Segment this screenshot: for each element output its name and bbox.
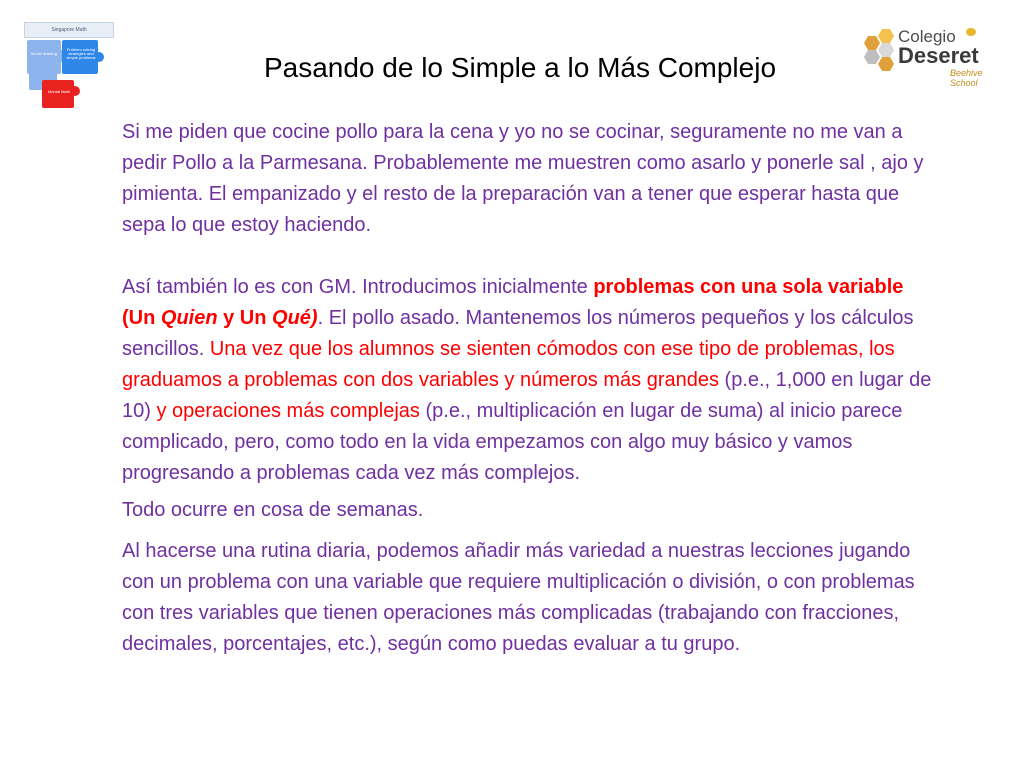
paragraph-2-text: Así también lo es con GM. Introducimos inicialmente — [122, 276, 594, 298]
brand-line2: Deseret — [898, 43, 979, 68]
highlight-text: Quien — [160, 307, 218, 329]
highlight-text: Una vez que los alumnos se sienten cómodos con ese tipo de problemas, los graduamos a problemas con dos variables y números más grandes — [122, 338, 895, 391]
paragraph-2-text: . El pollo asado. Mantenemos los números pequeños y los cálculos sencillos. — [122, 307, 914, 360]
brand-tagline: Beehive School — [950, 68, 983, 88]
colegio-deseret-logo — [858, 22, 1008, 88]
highlight-text: y operaciones más complejas — [156, 400, 420, 422]
honeycomb-icon — [878, 29, 894, 43]
slide-body — [122, 117, 932, 660]
puzzle-piece-label: Mental Math — [47, 89, 70, 94]
paragraph-3: Todo ocurre en cosa de semanas. — [122, 499, 424, 521]
honeycomb-icon — [878, 57, 894, 71]
paragraph-2-text: (p.e., multiplicación en lugar de suma) al inicio parece complicado, pero, como todo en la vida empezamos con algo muy básico y vamos progresando a problemas cada vez más complejos. — [122, 400, 903, 484]
puzzle-logo-header: Singapore Math — [24, 22, 114, 38]
puzzle-logo — [24, 22, 114, 106]
bee-icon — [966, 28, 976, 36]
honeycomb-icon — [878, 43, 894, 57]
puzzle-knob — [52, 98, 62, 108]
honeycomb-icon — [864, 36, 880, 50]
paragraph-2-text: (p.e., 1,000 en lugar de 10) — [122, 369, 932, 422]
paragraph-1: Si me piden que cocine pollo para la cena y yo no se cocinar, seguramente no me van a pedir Pollo a la Parmesana. Probablemente me muestren como asarlo y ponerle sal , ajo y pimienta. El empanizado y el resto de la preparación van a tener que esperar hasta que sepa lo que estoy haciendo. — [122, 121, 924, 236]
highlight-text: Qué) — [272, 307, 318, 329]
brand-line1: Colegio — [898, 27, 956, 46]
paragraph-4: Al hacerse una rutina diaria, podemos añadir más variedad a nuestras lecciones jugando con un problema con una variable que requiere multiplicación o división, o con problemas con tres variables que tienen operaciones más complicadas (trabajando con fracciones, decimales, porcentajes, etc.), según como puedas evaluar a tu grupo. — [122, 540, 915, 655]
highlight-text: y Un — [217, 307, 273, 329]
paragraph-2 — [122, 272, 932, 489]
highlight-text: problemas con una sola variable (Un — [122, 276, 904, 329]
honeycomb-icon — [864, 50, 880, 64]
slide-title: Pasando de lo Simple a lo Más Complejo — [263, 52, 777, 83]
puzzle-piece-label: Problem solving strategies and simple problems — [66, 47, 96, 60]
puzzle-piece-label: Model drawing — [30, 51, 57, 56]
